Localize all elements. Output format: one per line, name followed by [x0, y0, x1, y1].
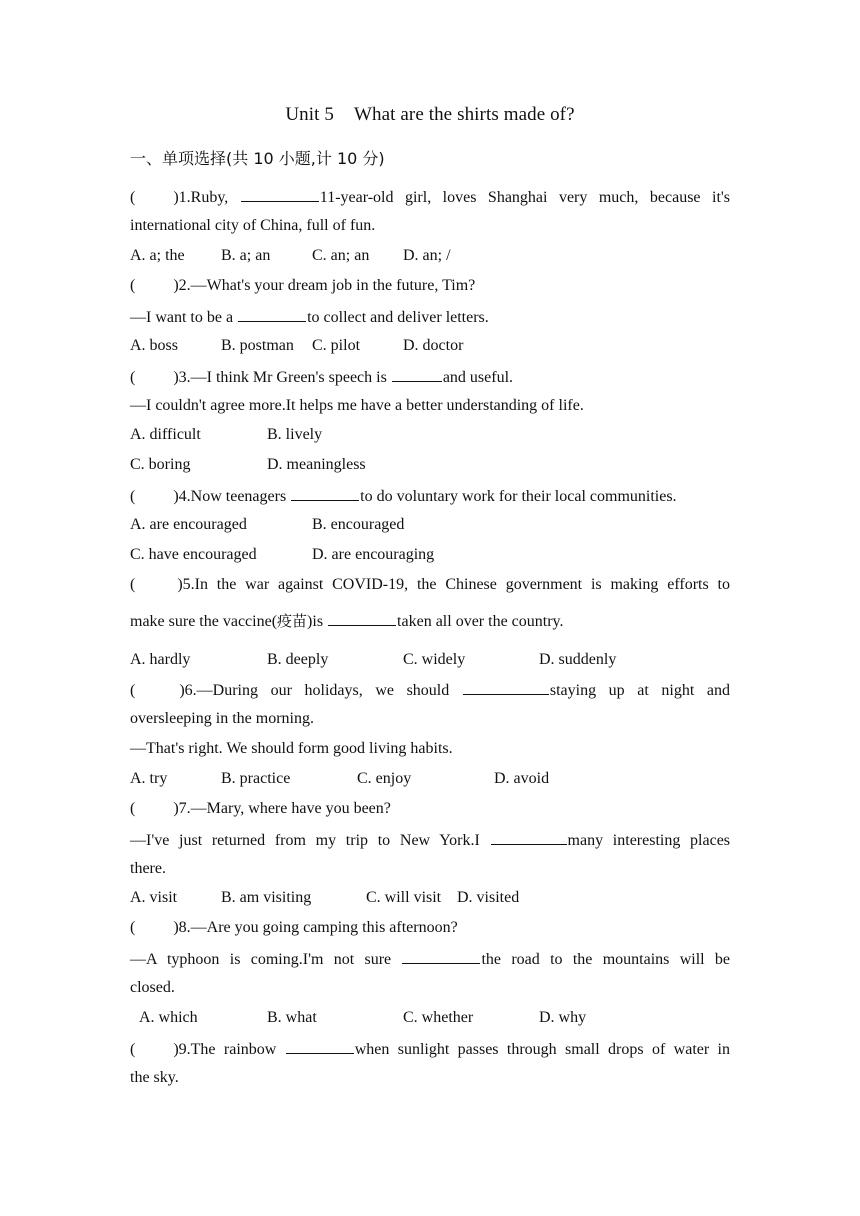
q5-text-b: )is [307, 613, 324, 630]
option-b[interactable]: B. encouraged [312, 516, 405, 533]
q4-text-a: )4.Now teenagers [173, 488, 287, 505]
q6-text-b: staying up at night and [549, 682, 731, 699]
option-d[interactable]: D. meaningless [267, 456, 366, 473]
paren-open: ( [130, 919, 136, 936]
option-c[interactable]: C. pilot [312, 337, 361, 354]
option-d[interactable]: D. are encouraging [312, 546, 435, 563]
q9-text-a: )9.The rainbow [173, 1041, 277, 1058]
option-a[interactable]: A. which [139, 1009, 198, 1026]
q5-text-c: taken all over the country. [397, 613, 564, 630]
answer-blank[interactable] [238, 305, 306, 322]
q1-text-b: 11-year-old girl, loves Shanghai very much, because it's [319, 189, 730, 206]
q7-stem: )7.—Mary, where have you been? [173, 800, 391, 817]
q2-answer [130, 305, 730, 329]
q9-line-2: the sky. [130, 1069, 179, 1086]
q6-line-2: oversleeping in the morning. [130, 710, 314, 727]
q5-line-2 [130, 609, 730, 633]
q7-line-3: there. [130, 860, 166, 877]
q1-line-2: international city of China, full of fun. [130, 217, 376, 234]
option-a[interactable]: A. are encouraged [130, 516, 247, 533]
q8-text-a: —A typhoon is coming.I'm not sure [130, 951, 392, 968]
q5-cjk-word: 疫苗 [277, 612, 308, 630]
paren-open: ( [130, 800, 136, 817]
answer-blank[interactable] [463, 678, 549, 695]
q8-answer [130, 947, 730, 971]
option-a[interactable]: A. difficult [130, 426, 201, 443]
option-c[interactable]: C. will visit [366, 889, 442, 906]
q3-text-b: and useful. [442, 369, 514, 386]
q8-text-b: the road to the mountains will be [481, 951, 731, 968]
option-a[interactable]: A. boss [130, 337, 179, 354]
q6-text-a: )6.—During our holidays, we should [179, 682, 450, 699]
option-b[interactable]: B. lively [267, 426, 323, 443]
q9-text-b: when sunlight passes through small drops of water in [354, 1041, 731, 1058]
answer-blank[interactable] [286, 1037, 354, 1054]
question-8 [130, 917, 730, 939]
question-3 [130, 365, 730, 389]
paren-open: ( [130, 369, 136, 386]
q5-text-a: make sure the vaccine( [130, 613, 278, 630]
option-a[interactable]: A. hardly [130, 651, 191, 668]
option-c[interactable]: C. enjoy [357, 770, 412, 787]
option-c[interactable]: C. widely [403, 651, 466, 668]
question-6 [130, 678, 730, 702]
q7-text-b: many interesting places [567, 832, 731, 849]
option-b[interactable]: B. what [267, 1009, 317, 1026]
paren-open: ( [130, 277, 136, 294]
question-5 [130, 574, 730, 596]
option-d[interactable]: D. doctor [403, 337, 464, 354]
unit-label: Unit 5 [285, 104, 334, 125]
paren-open: ( [130, 1041, 136, 1058]
paren-open: ( [130, 488, 136, 505]
answer-blank[interactable] [402, 947, 480, 964]
answer-blank[interactable] [291, 484, 359, 501]
option-d[interactable]: D. avoid [494, 770, 550, 787]
q8-stem: )8.—Are you going camping this afternoon? [173, 919, 458, 936]
option-b[interactable]: B. am visiting [221, 889, 312, 906]
answer-blank[interactable] [241, 185, 319, 202]
answer-blank[interactable] [328, 609, 396, 626]
option-c[interactable]: C. boring [130, 456, 191, 473]
q7-answer [130, 828, 730, 852]
q3-text-a: )3.—I think Mr Green's speech is [173, 369, 387, 386]
option-c[interactable]: C. whether [403, 1009, 474, 1026]
question-7 [130, 798, 730, 820]
q4-text-b: to do voluntary work for their local communities. [360, 488, 677, 505]
option-d[interactable]: D. why [539, 1009, 587, 1026]
question-4 [130, 484, 730, 508]
q2-text-a: —I want to be a [130, 309, 234, 326]
paren-close: ) [173, 189, 179, 206]
answer-blank[interactable] [491, 828, 567, 845]
q2-text-b: to collect and deliver letters. [307, 309, 489, 326]
option-d[interactable]: D. visited [457, 889, 520, 906]
q6-answer: —That's right. We should form good living habits. [130, 740, 453, 757]
option-c[interactable]: C. have encouraged [130, 546, 257, 563]
q2-stem: )2.—What's your dream job in the future, Tim? [173, 277, 476, 294]
option-a[interactable]: A. a; the [130, 247, 185, 264]
unit-title: What are the shirts made of? [353, 104, 575, 125]
q7-text-a: —I've just returned from my trip to New York.I [130, 832, 480, 849]
q5-line-1: )5.In the war against COVID-19, the Chinese government is making efforts to [177, 576, 730, 593]
q8-line-3: closed. [130, 979, 175, 996]
question-9 [130, 1037, 730, 1061]
option-a[interactable]: A. try [130, 770, 168, 787]
option-d[interactable]: D. an; / [403, 247, 451, 264]
paren-open: ( [130, 576, 136, 593]
option-d[interactable]: D. suddenly [539, 651, 617, 668]
option-a[interactable]: A. visit [130, 889, 178, 906]
question-1 [130, 185, 730, 209]
paren-open: ( [130, 682, 136, 699]
q1-text-a: 1.Ruby, [178, 189, 229, 206]
page-title [130, 104, 730, 126]
option-b[interactable]: B. deeply [267, 651, 329, 668]
q3-answer: —I couldn't agree more.It helps me have a better understanding of life. [130, 397, 584, 414]
question-2 [130, 275, 730, 297]
option-b[interactable]: B. practice [221, 770, 291, 787]
option-b[interactable]: B. a; an [221, 247, 271, 264]
section-heading: 一、单项选择(共 10 小题,计 10 分) [130, 149, 385, 168]
option-b[interactable]: B. postman [221, 337, 294, 354]
paren-open: ( [130, 189, 136, 206]
answer-blank[interactable] [392, 365, 442, 382]
option-c[interactable]: C. an; an [312, 247, 370, 264]
